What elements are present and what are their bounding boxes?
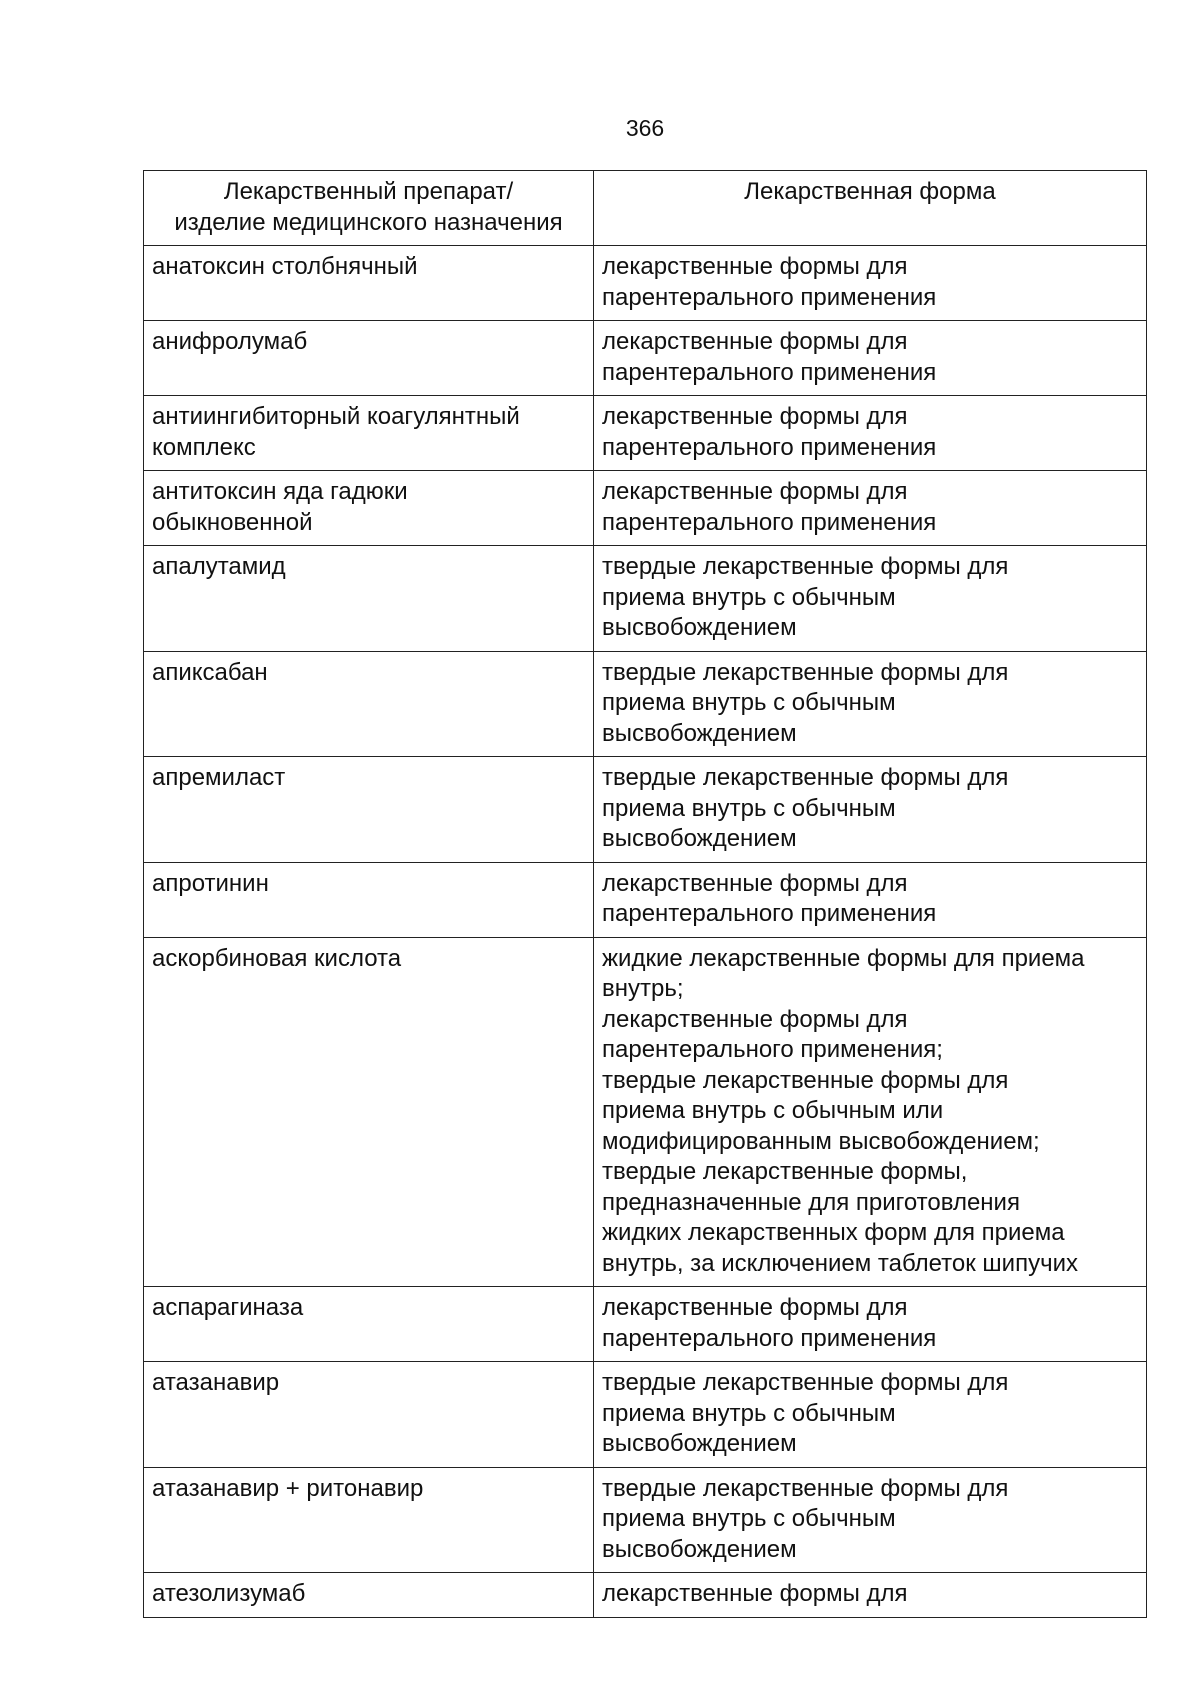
header-form: Лекарственная форма [594, 171, 1147, 246]
drug-form-table [143, 170, 1147, 1618]
drug-form: лекарственные формы для парентерального применения [594, 396, 1147, 471]
drug-name: атазанавир [144, 1362, 594, 1468]
drug-name: апиксабан [144, 651, 594, 757]
drug-form: твердые лекарственные формы для приема внутрь с обычным высвобождением [594, 1467, 1147, 1573]
drug-form: лекарственные формы для парентерального применения [594, 471, 1147, 546]
drug-name: антитоксин яда гадюки обыкновенной [144, 471, 594, 546]
drug-name: апротинин [144, 862, 594, 937]
table-row [144, 471, 1147, 546]
table-row [144, 246, 1147, 321]
drug-name: аспарагиназа [144, 1287, 594, 1362]
drug-form: твердые лекарственные формы для приема внутрь с обычным высвобождением [594, 546, 1147, 652]
drug-form: твердые лекарственные формы для приема внутрь с обычным высвобождением [594, 651, 1147, 757]
table-row [144, 321, 1147, 396]
table-row [144, 1287, 1147, 1362]
table-row [144, 546, 1147, 652]
drug-form: жидкие лекарственные формы для приема внутрь; лекарственные формы для парентерального применения; твердые лекарственные формы для приема внутрь с обычным или модифицированным высвобождением; твердые лекарственные формы, предназначенные для приготовления жидких лекарственных форм для приема внутрь, за исключением таблеток шипучих [594, 937, 1147, 1287]
drug-form: лекарственные формы для парентерального применения [594, 1287, 1147, 1362]
drug-form: лекарственные формы для парентерального применения [594, 862, 1147, 937]
drug-name: атазанавир + ритонавир [144, 1467, 594, 1573]
table-row [144, 862, 1147, 937]
drug-name: анатоксин столбнячный [144, 246, 594, 321]
drug-name: апремиласт [144, 757, 594, 863]
drug-form: лекарственные формы для парентерального применения [594, 246, 1147, 321]
drug-name: атезолизумаб [144, 1573, 594, 1618]
table-row [144, 937, 1147, 1287]
drug-name: антиингибиторный коагулянтный комплекс [144, 396, 594, 471]
drug-form: твердые лекарственные формы для приема внутрь с обычным высвобождением [594, 1362, 1147, 1468]
table-row [144, 651, 1147, 757]
table-header-row [144, 171, 1147, 246]
drug-name: анифролумаб [144, 321, 594, 396]
table-row [144, 1467, 1147, 1573]
drug-form: лекарственные формы для парентерального применения [594, 321, 1147, 396]
drug-name: аскорбиновая кислота [144, 937, 594, 1287]
table-row [144, 1573, 1147, 1618]
drug-form: твердые лекарственные формы для приема внутрь с обычным высвобождением [594, 757, 1147, 863]
table-row [144, 757, 1147, 863]
table-row [144, 1362, 1147, 1468]
table-row [144, 396, 1147, 471]
header-drug: Лекарственный препарат/ изделие медицинского назначения [144, 171, 594, 246]
drug-form: лекарственные формы для [594, 1573, 1147, 1618]
page-number: 366 [625, 115, 665, 141]
drug-name: апалутамид [144, 546, 594, 652]
